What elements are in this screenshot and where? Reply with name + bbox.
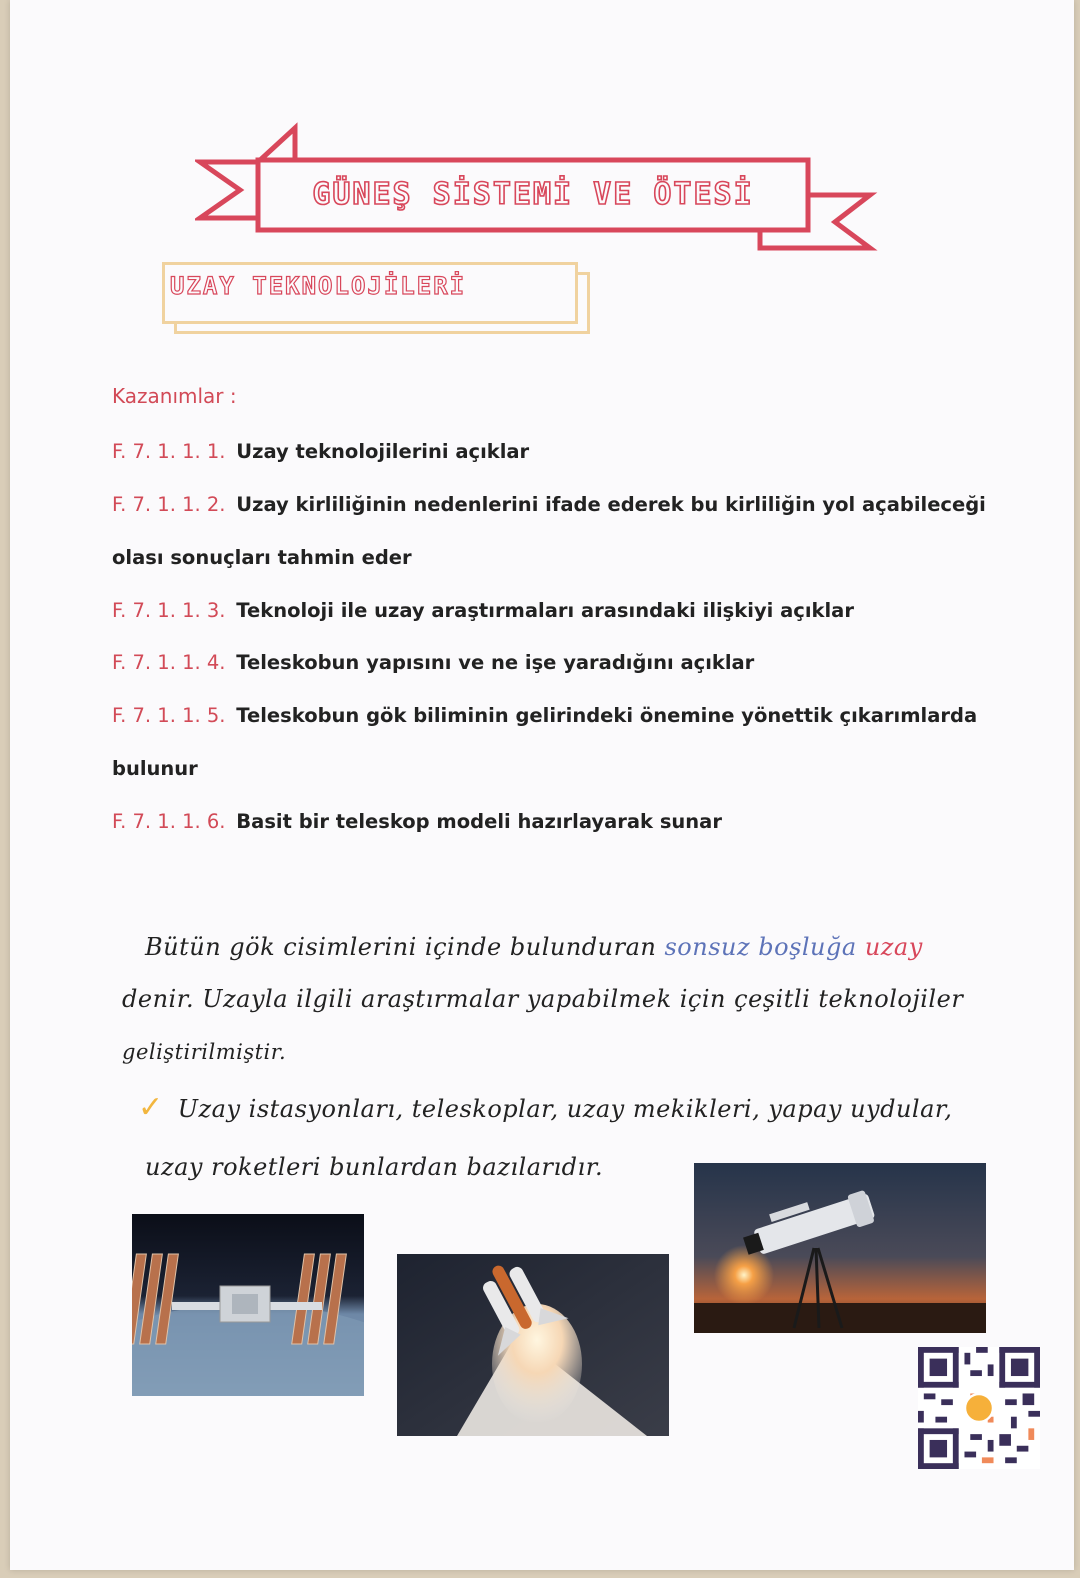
objective-code: F. 7. 1. 1. 4.	[112, 651, 226, 674]
note-text: Uzay istasyonları, teleskoplar, uzay mekikleri, yapay uydular,	[177, 1095, 953, 1123]
objective-5	[112, 704, 977, 727]
objectives-heading: Kazanımlar :	[112, 384, 237, 408]
note-line-3: geliştirilmiştir.	[122, 1040, 287, 1064]
objective-code: F. 7. 1. 1. 6.	[112, 810, 226, 833]
objective-4	[112, 651, 754, 674]
objective-code: F. 7. 1. 1. 3.	[112, 599, 226, 622]
page-title: GÜNEŞ SİSTEMİ VE ÖTESİ	[312, 177, 754, 212]
objective-code: F. 7. 1. 1. 1.	[112, 440, 226, 463]
objective-text: Teleskobun yapısını ve ne işe yaradığını açıklar	[236, 651, 755, 674]
objective-5-continued: bulunur	[112, 757, 198, 780]
note-line-2: denir. Uzayla ilgili araştırmalar yapabilmek için çeşitli teknolojiler	[122, 985, 964, 1013]
note-line-5: uzay roketleri bunlardan bazılarıdır.	[145, 1153, 604, 1181]
objective-2	[112, 493, 986, 516]
note-highlight-blue: sonsuz boşluğa	[664, 933, 857, 961]
objective-text: Basit bir teleskop modeli hazırlayarak sunar	[236, 810, 722, 833]
section-subtitle: UZAY TEKNOLOJİLERİ	[170, 272, 467, 300]
objective-code: F. 7. 1. 1. 5.	[112, 704, 226, 727]
note-line-4	[138, 1090, 952, 1125]
objective-text: Teknoloji ile uzay araştırmaları arasındaki ilişkiyi açıklar	[236, 599, 854, 622]
qr-code	[918, 1346, 1040, 1470]
check-icon: ✓	[138, 1090, 164, 1125]
objective-text: Uzay teknolojilerini açıklar	[236, 440, 530, 463]
note-text: Bütün gök cisimlerini içinde bulunduran	[145, 933, 657, 961]
objective-6	[112, 810, 722, 833]
space-station-image	[132, 1214, 364, 1396]
note-highlight-pink: uzay	[864, 933, 923, 961]
objective-text: Uzay kirliliğinin nedenlerini ifade ederek bu kirliliğin yol açabileceği	[236, 493, 986, 516]
objective-1	[112, 440, 529, 463]
objective-2-continued: olası sonuçları tahmin eder	[112, 546, 412, 569]
objective-code: F. 7. 1. 1. 2.	[112, 493, 226, 516]
telescope-image	[694, 1163, 986, 1333]
objective-3	[112, 599, 854, 622]
space-shuttle-image	[397, 1254, 669, 1436]
objective-text: Teleskobun gök biliminin gelirindeki önemine yönettik çıkarımlarda	[236, 704, 978, 727]
note-line-1	[145, 933, 923, 961]
